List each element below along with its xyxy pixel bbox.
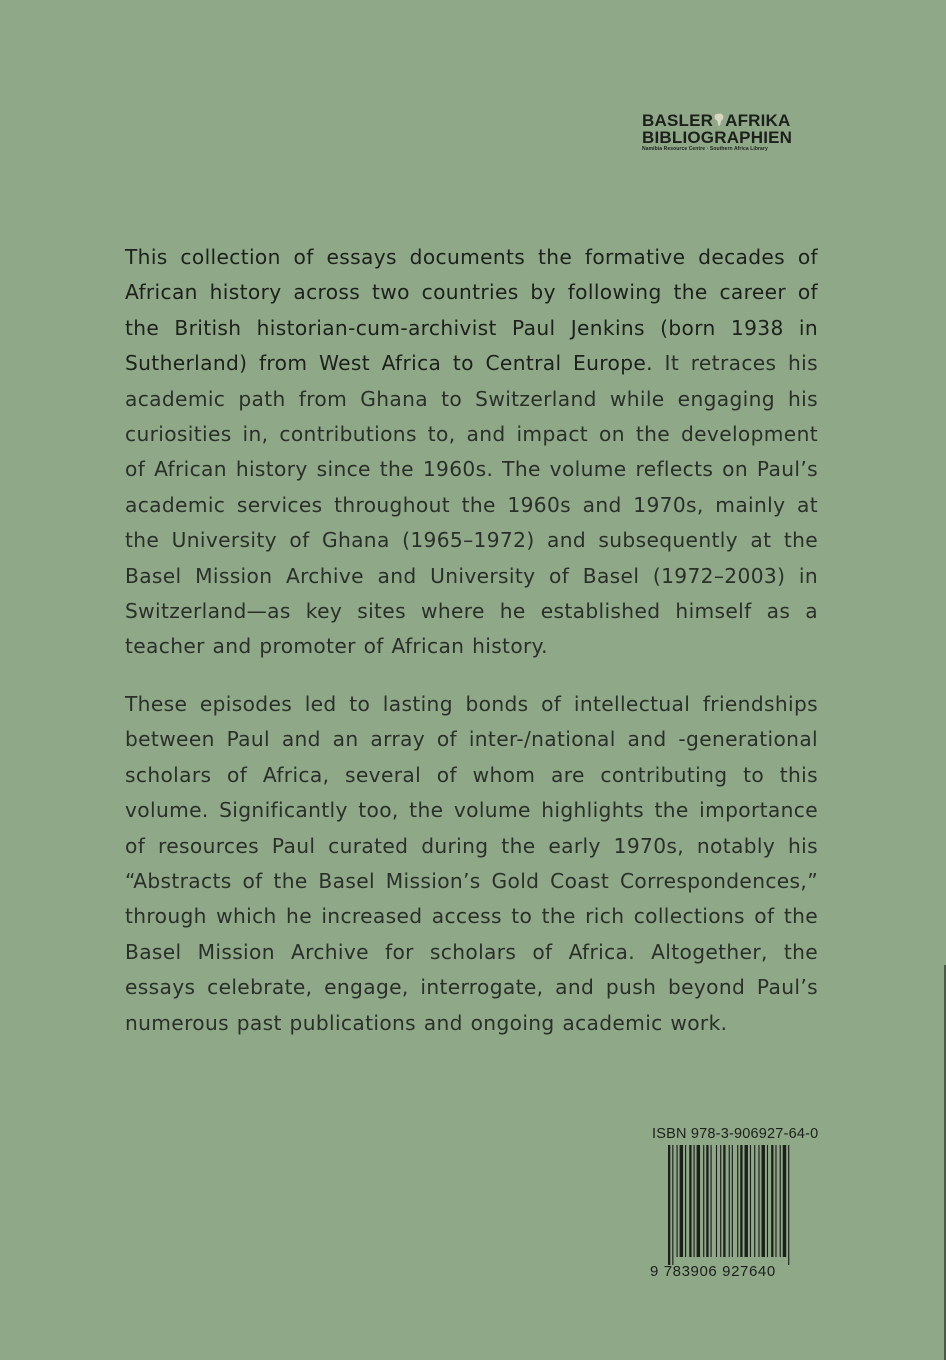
barcode-bar — [788, 1145, 789, 1265]
barcode-bar — [750, 1145, 751, 1257]
isbn-block — [650, 1126, 819, 1285]
barcode-bar — [729, 1145, 730, 1257]
isbn-label: ISBN 978-3-906927-64-0 — [652, 1126, 819, 1142]
barcode-bar — [697, 1145, 700, 1257]
blurb-lead-sentence: This collection of essays documents the formative decades of African history across two countries by following the career of the British historian-cum-archivist Paul Jenkins (born 1938 in Sutherland) from West Africa to Central Europe. — [125, 245, 818, 376]
barcode-bar — [680, 1145, 683, 1257]
logo-line-2: BIBLIOGRAPHIEN — [642, 128, 793, 147]
barcode-bar — [711, 1145, 712, 1257]
blurb-paragraph-1-rest: It retraces his academic path from Ghana to Switzerland while engaging his curiosities in, contributions to, and impact on the development of African history since the 1960s. The volume reflects on Paul’s academic services throughout the 1960s and 1970s, mainly at the University of Ghana (1965–1972) and subsequently at the Basel Mission Archive and University of Basel (1972–2003) in Switzerland—as key sites where he established himself as a teacher and promoter of African history. — [125, 351, 818, 659]
logo-tagline: Namibia Resource Centre · Southern Africa Library — [642, 146, 768, 152]
blurb-paragraph-1 — [125, 240, 818, 665]
barcode-bar — [754, 1145, 755, 1257]
logo-word-basler: BASLER — [642, 111, 714, 130]
barcode — [650, 1145, 810, 1285]
barcode-bar — [771, 1145, 773, 1257]
barcode-bar — [732, 1145, 733, 1257]
barcode-bar — [740, 1145, 742, 1257]
barcode-bar — [716, 1145, 717, 1257]
barcode-bar — [723, 1145, 725, 1257]
blurb-paragraph-2: These episodes led to lasting bonds of intellectual friendships between Paul and an array of inter-/national and -generational scholars of Africa, several of whom are contributing to this volume. Significantly too, the volume highlights the importance of resources Paul curated during the early 1970s, notably his “Abstracts of the Basel Mission’s Gold Coast Correspondences,” through which he increased access to the rich collections of the Basel Mission Archive for scholars of Africa. Altogether, the essays celebrate, engage, interrogate, and push beyond Paul’s numerous past publications and ongoing academic work. — [125, 692, 818, 1035]
africa-continent-icon — [714, 113, 724, 127]
barcode-bar — [685, 1145, 686, 1257]
publisher-logo — [642, 112, 822, 153]
barcode-bar — [703, 1145, 704, 1257]
logo-word-afrika: AFRIKA — [725, 111, 791, 130]
barcode-bar — [758, 1145, 759, 1257]
barcode-bar — [775, 1145, 776, 1257]
barcode-bar — [668, 1145, 670, 1265]
barcode-bar — [720, 1145, 721, 1257]
barcode-bar — [745, 1145, 748, 1257]
logo-line-1 — [642, 112, 822, 129]
barcode-bar — [706, 1145, 708, 1257]
barcode-bar — [672, 1145, 673, 1265]
barcode-bar — [780, 1145, 781, 1257]
barcode-bars — [650, 1145, 810, 1265]
barcode-bar — [762, 1145, 765, 1257]
barcode-bar — [737, 1145, 738, 1257]
barcode-bar — [767, 1145, 768, 1257]
barcode-bar — [694, 1145, 695, 1257]
barcode-bar — [689, 1145, 691, 1257]
barcode-digits: 9 783906 927640 — [650, 1263, 776, 1280]
barcode-bar — [677, 1145, 678, 1257]
barcode-bar — [783, 1145, 786, 1257]
